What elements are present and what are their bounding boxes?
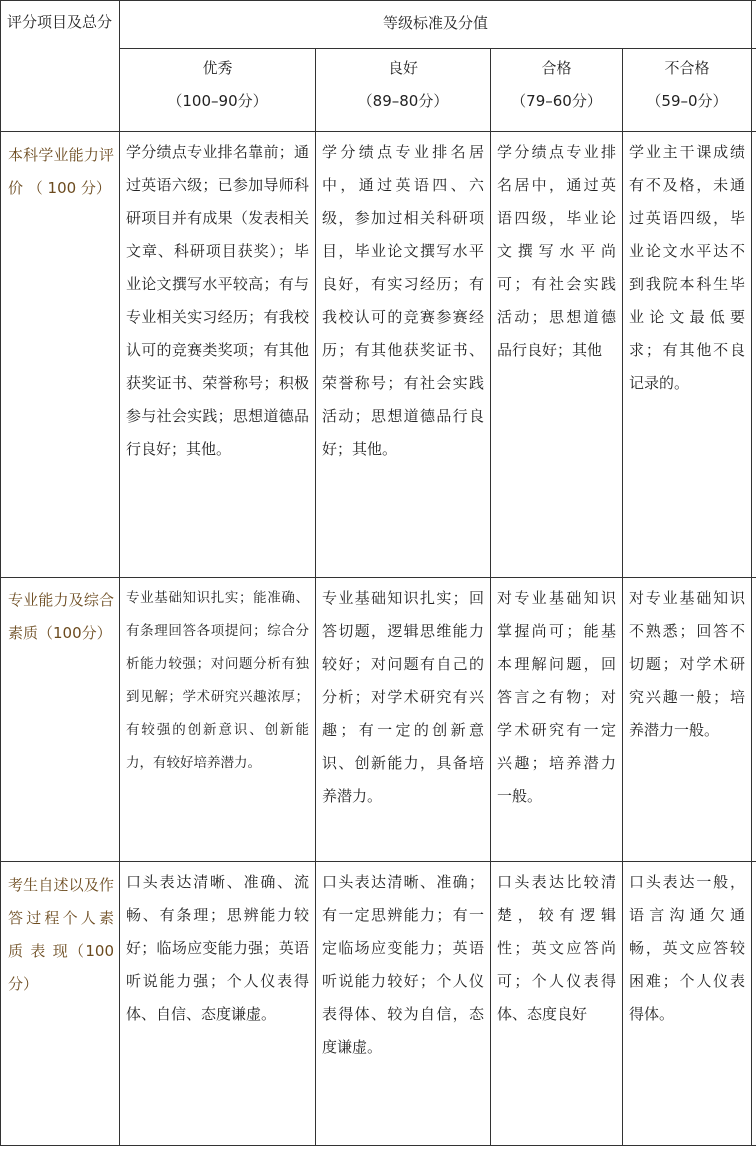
- criteria-cell: 学分绩点专业排名居中，通过英语四、六级，参加过相关科研项目，毕业论文撰写水平良好，有实习经历；有我校认可的竞赛参赛经历；有其他获奖证书、荣誉称号；有社会实践活动；思想道德品行良好；其他。: [322, 143, 484, 458]
- level-name: 不合格: [664, 59, 710, 77]
- level-name: 优秀: [202, 59, 233, 77]
- criteria-cell: 对专业基础知识掌握尚可；能基本理解问题，回答言之有物；对学术研究有一定兴趣；培养潜力一般。: [497, 589, 616, 805]
- level-header-excellent: [120, 52, 315, 128]
- criteria-cell: 专业基础知识扎实；回答切题，逻辑思维能力较好；对问题有自己的分析；对学术研究有兴趣；有一定的创新意识、创新能力，具备培养潜力。: [322, 589, 484, 805]
- level-range: （89–80分）: [357, 92, 449, 110]
- table-border: [0, 0, 756, 1]
- table-border: [751, 0, 752, 1146]
- header-standard-label: 等级标准及分值: [382, 14, 488, 32]
- header-item-label: 评分项目及总分: [7, 13, 113, 31]
- category-academic: 本科学业能力评 价 （ 100 分）: [8, 146, 114, 197]
- table-border: [119, 48, 756, 49]
- table-border: [315, 48, 316, 1146]
- criteria-cell: 口头表达清晰、准确；有一定思辨能力；有一定临场应变能力；英语听说能力较好；个人仪表得体、较为自信，态度谦虚。: [322, 873, 484, 1056]
- table-border: [0, 861, 756, 862]
- level-header-good: [316, 52, 490, 128]
- table-border: [119, 0, 120, 1146]
- table-border: [0, 1145, 756, 1146]
- criteria-cell: 学分绩点专业排名居中，通过英语四级，毕业论文撰写水平尚可；有社会实践活动；思想道德品行良好；其他: [497, 143, 616, 359]
- criteria-cell: 学分绩点专业排名靠前；通过英语六级；已参加导师科研项目并有成果（发表相关文章、科研项目获奖）；毕业论文撰写水平较高；有与专业相关实习经历；有我校认可的竞赛类奖项；有其他获奖证书、荣誉称号；积极参与社会实践；思想道德品行良好；其他。: [126, 143, 309, 458]
- level-range: （100–90分）: [167, 92, 268, 110]
- criteria-cell: 口头表达一般，语言沟通欠通畅，英文应答较困难；个人仪表得体。: [629, 873, 745, 1023]
- criteria-cell: 口头表达比较清楚，较有逻辑性；英文应答尚可；个人仪表得体、态度良好: [497, 873, 616, 1023]
- level-range: （79–60分）: [511, 92, 602, 110]
- table-border: [0, 0, 1, 1146]
- criteria-cell: 对专业基础知识不熟悉；回答不切题；对学术研究兴趣一般；培养潜力一般。: [629, 589, 745, 739]
- level-header-fail: [623, 52, 751, 128]
- criteria-cell: 学业主干课成绩有不及格，未通过英语四级，毕业论文水平达不到我院本科生毕业论文最低要求；有其他不良记录的。: [629, 143, 745, 392]
- category-personal: 考生自述以及作答过程个人素 质 表 现（100分）: [8, 876, 114, 993]
- criteria-cell: 专业基础知识扎实；能准确、有条理回答各项提问；综合分析能力较强；对问题分析有独到见解；学术研究兴趣浓厚；有较强的创新意识、创新能力，有较好培养潜力。: [126, 590, 309, 771]
- level-range: （59–0分）: [646, 92, 728, 110]
- level-header-pass: [491, 52, 622, 128]
- table-border: [0, 131, 756, 132]
- criteria-cell: 口头表达清晰、准确、流畅、有条理；思辨能力较好；临场应变能力强；英语听说能力强；个人仪表得体、自信、态度谦虚。: [126, 873, 309, 1023]
- table-border: [0, 577, 756, 578]
- category-professional: 专业能力及综合素质（100分）: [8, 591, 114, 642]
- table-border: [490, 48, 491, 1146]
- level-name: 良好: [387, 59, 418, 77]
- table-border: [622, 48, 623, 1146]
- level-name: 合格: [541, 59, 572, 77]
